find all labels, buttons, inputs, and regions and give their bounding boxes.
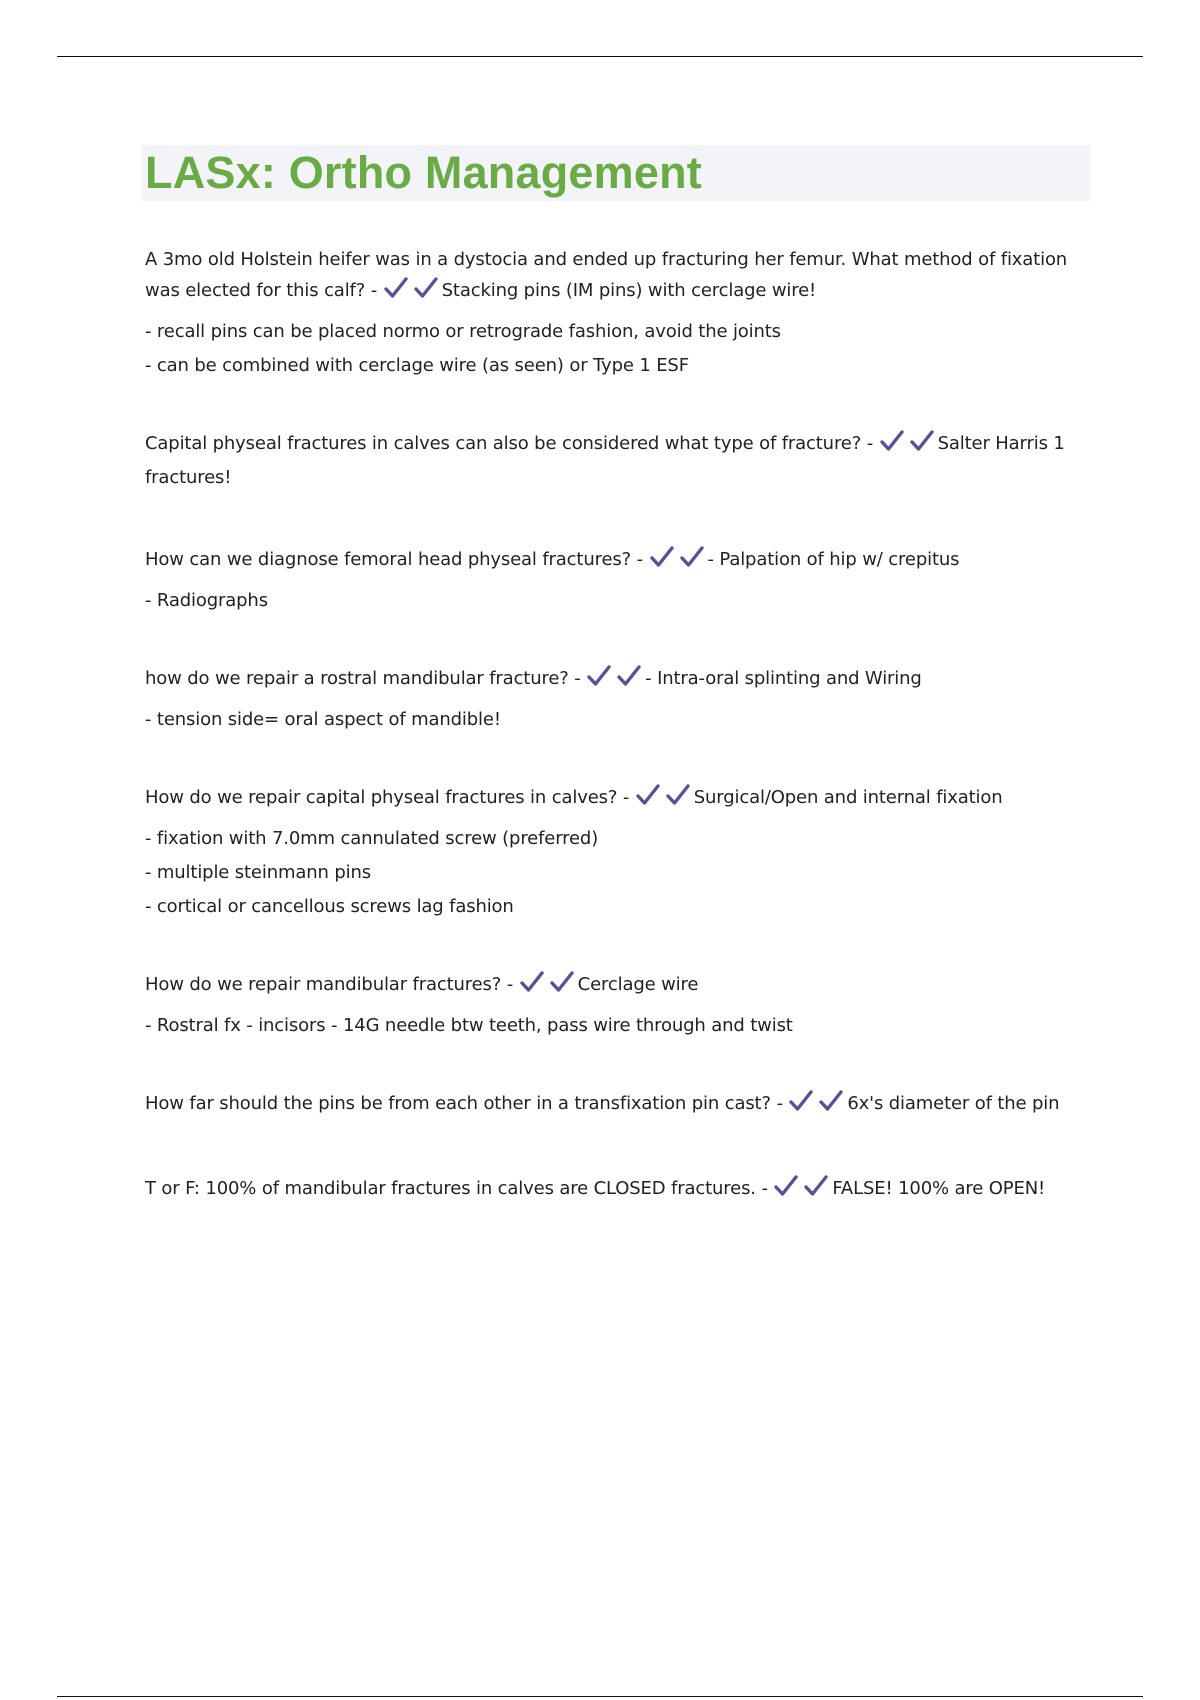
qa-question-line: [145, 969, 1091, 1003]
page-title: LASx: Ortho Management: [145, 147, 702, 198]
answer-note: - Radiographs: [145, 590, 268, 611]
check-icon: [804, 1175, 828, 1197]
document-body: [145, 145, 1091, 1258]
answer-note: - multiple steinmann pins: [145, 862, 371, 883]
answer-check-icons: [587, 665, 644, 697]
answer-check-icons: [636, 784, 693, 816]
answer-check-icons: [880, 430, 937, 462]
answer-note: - fixation with 7.0mm cannulated screw (preferred): [145, 828, 599, 849]
qa-item: [145, 782, 1091, 918]
qa-question-line: [145, 428, 1091, 493]
check-icon: [650, 546, 674, 568]
check-icon: [666, 784, 690, 806]
check-icon: [819, 1090, 843, 1112]
answer-note: - can be combined with cerclage wire (as seen) or Type 1 ESF: [145, 355, 689, 376]
answer-note: - Rostral fx - incisors - 14G needle btw teeth, pass wire through and twist: [145, 1015, 793, 1036]
check-icon: [910, 430, 934, 452]
answer-check-icons: [774, 1175, 831, 1207]
check-icon: [680, 546, 704, 568]
qa-question-line: [145, 544, 1091, 578]
check-icon: [384, 277, 408, 299]
qa-question-line: [145, 663, 1091, 697]
title-band: [142, 145, 1091, 201]
qa-item: [145, 969, 1091, 1037]
check-icon: [789, 1090, 813, 1112]
answer-note: - tension side= oral aspect of mandible!: [145, 709, 501, 730]
answer-text: - Intra-oral splinting and Wiring: [645, 668, 922, 689]
check-icon: [587, 665, 611, 687]
qa-question-line: [145, 1088, 1091, 1122]
check-icon: [774, 1175, 798, 1197]
check-icon: [520, 971, 544, 993]
answer-check-icons: [520, 971, 577, 1003]
answer-check-icons: [650, 546, 707, 578]
qa-question-line: [145, 244, 1091, 309]
answer-text: Stacking pins (IM pins) with cerclage wire!: [441, 280, 817, 301]
question-text: How do we repair mandibular fractures? -: [145, 974, 514, 995]
qa-item: [145, 1173, 1091, 1207]
answer-text: 6x's diameter of the pin: [847, 1093, 1060, 1114]
qa-item: [145, 244, 1091, 377]
question-text: How can we diagnose femoral head physeal fractures? -: [145, 549, 643, 570]
question-text: T or F: 100% of mandibular fractures in calves are CLOSED fractures. -: [145, 1178, 768, 1199]
question-text: A 3mo old Holstein heifer was in a dystocia and ended up fracturing her femur. What method of fixation was elected for this calf? -: [145, 249, 1068, 301]
qa-item: [145, 663, 1091, 731]
check-icon: [414, 277, 438, 299]
answer-text: Cerclage wire: [577, 974, 699, 995]
answer-note: - recall pins can be placed normo or retrograde fashion, avoid the joints: [145, 321, 781, 342]
header-rule: [57, 56, 1143, 57]
footer-rule: [57, 1696, 1143, 1697]
answer-text: - Palpation of hip w/ crepitus: [707, 549, 960, 570]
qa-question-line: [145, 782, 1091, 816]
check-icon: [880, 430, 904, 452]
qa-item: [145, 544, 1091, 612]
question-text: How far should the pins be from each other in a transfixation pin cast? -: [145, 1093, 783, 1114]
answer-text: Salter Harris 1 fractures!: [145, 433, 1065, 488]
check-icon: [550, 971, 574, 993]
answer-text: Surgical/Open and internal fixation: [693, 787, 1003, 808]
answer-check-icons: [789, 1090, 846, 1122]
answer-note: - cortical or cancellous screws lag fashion: [145, 896, 514, 917]
qa-item: [145, 1088, 1091, 1122]
answer-text: FALSE! 100% are OPEN!: [832, 1178, 1046, 1199]
qa-item: [145, 428, 1091, 493]
answer-check-icons: [384, 277, 441, 309]
qa-list: [145, 244, 1091, 1207]
question-text: how do we repair a rostral mandibular fracture? -: [145, 668, 581, 689]
check-icon: [636, 784, 660, 806]
question-text: Capital physeal fractures in calves can also be considered what type of fracture? -: [145, 433, 874, 454]
qa-question-line: [145, 1173, 1091, 1207]
check-icon: [617, 665, 641, 687]
question-text: How do we repair capital physeal fractures in calves? -: [145, 787, 630, 808]
